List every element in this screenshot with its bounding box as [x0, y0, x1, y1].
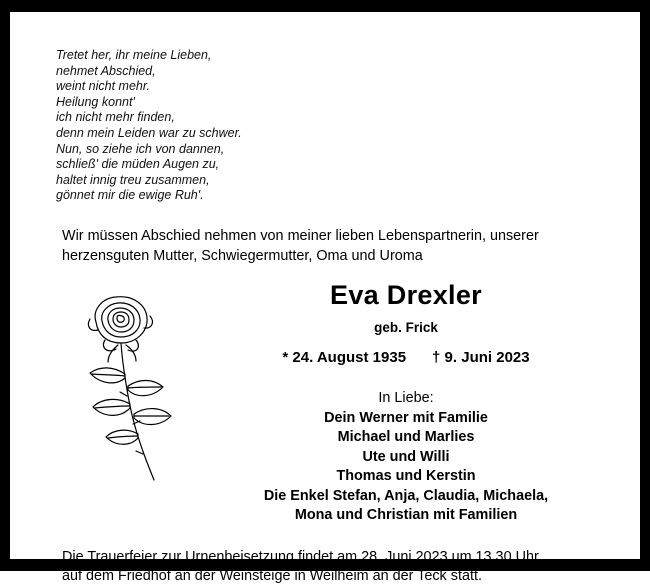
mourner-line: Michael und Marlies: [337, 429, 475, 446]
poem-line: ich nicht mehr finden,: [56, 110, 175, 125]
birth-date: * 24. August 1935: [282, 348, 407, 366]
deceased-block: [198, 280, 602, 526]
mourner-line: Mona und Christian mit Familien: [294, 507, 518, 524]
intro-text: [62, 226, 602, 266]
maiden-name: geb. Frick: [374, 319, 438, 335]
intro-line: Wir müssen Abschied nehmen von meiner lieben Lebenspartnerin, unserer: [62, 227, 539, 244]
mourner-line: Ute und Willi: [362, 448, 450, 465]
mourners-heading: In Liebe:: [378, 389, 434, 406]
obituary-inner: [10, 12, 640, 585]
poem-line: nehmet Abschied,: [56, 63, 156, 78]
poem-line: denn mein Leiden war zu schwer.: [56, 125, 242, 140]
poem-line: Tretet her, ihr meine Lieben,: [56, 48, 212, 62]
poem-line: haltet innig treu zusammen,: [56, 172, 210, 187]
poem-line: Heilung konnt': [56, 94, 135, 109]
deceased-name: Eva Drexler: [330, 279, 482, 310]
main-block: [48, 280, 602, 526]
intro-line: herzensguten Mutter, Schwiegermutter, Oma und Uroma: [62, 247, 423, 264]
mourner-line: Die Enkel Stefan, Anja, Claudia, Michaela,: [263, 487, 549, 504]
mourner-line: Dein Werner mit Familie: [324, 409, 488, 426]
rose-illustration-icon: [78, 288, 208, 483]
funeral-line: Die Trauerfeier zur Urnenbeisetzung findet am 28. Juni 2023 um 13.30 Uhr: [62, 548, 539, 565]
poem-line: schließ' die müden Augen zu,: [56, 157, 220, 172]
poem-line: Nun, so ziehe ich von dannen,: [56, 141, 225, 156]
death-date: † 9. Juni 2023: [432, 348, 530, 366]
mourners-list: [210, 409, 602, 526]
poem-block: [56, 48, 602, 204]
funeral-details: [62, 548, 602, 587]
funeral-line: auf dem Friedhof an der Weinsteige in Weilheim an der Teck statt.: [62, 568, 482, 585]
life-dates: [210, 349, 602, 366]
poem-line: gönnet mir die ewige Ruh'.: [56, 188, 204, 203]
poem-line: weint nicht mehr.: [56, 79, 151, 94]
mourner-line: Thomas und Kerstin: [336, 468, 476, 485]
